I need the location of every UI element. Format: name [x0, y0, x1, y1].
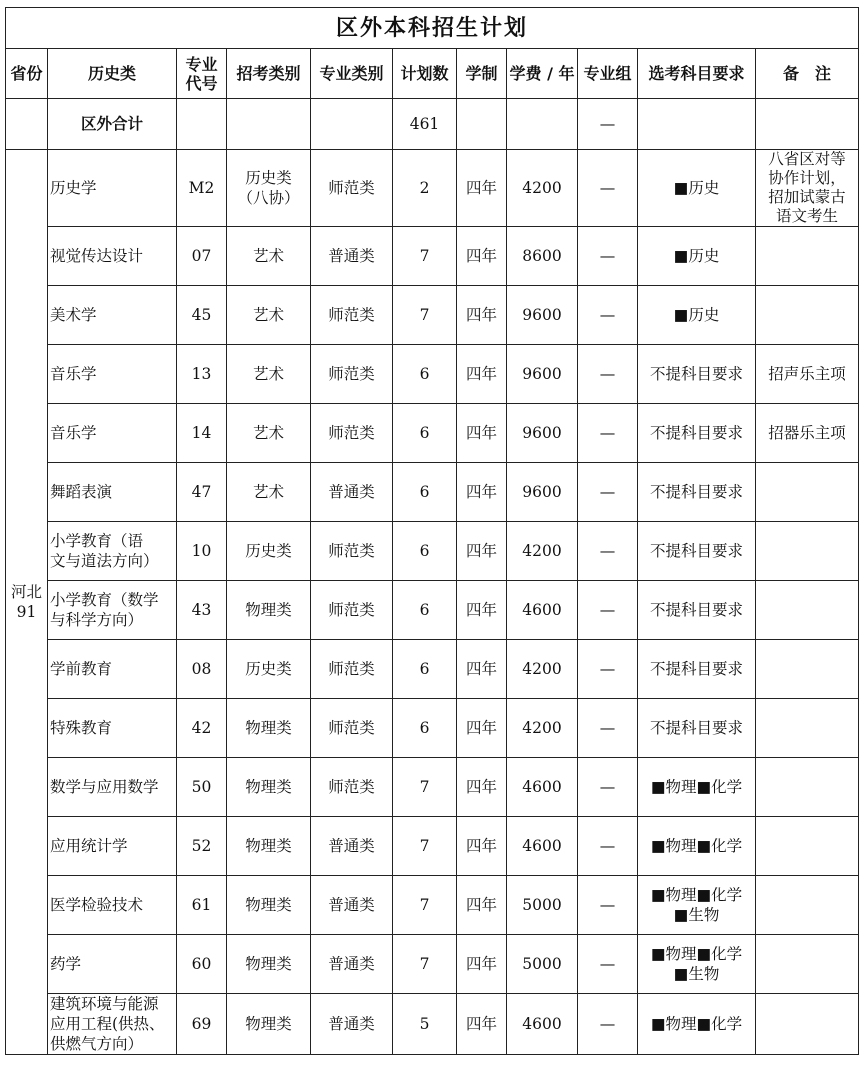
total-empty-tuition — [507, 99, 578, 150]
exam-type: 物理类 — [227, 581, 311, 640]
plan-count: 7 — [393, 817, 457, 876]
exam-type: 物理类 — [227, 699, 311, 758]
plan-count: 5 — [393, 994, 457, 1055]
major-group: — — [578, 994, 638, 1055]
duration: 四年 — [457, 994, 507, 1055]
major-type: 师范类 — [311, 150, 393, 227]
table-row — [6, 227, 859, 286]
total-empty-exam — [227, 99, 311, 150]
subject-requirement: 不提科目要求 — [638, 640, 756, 699]
major-type: 师范类 — [311, 522, 393, 581]
major-name: 美术学 — [48, 286, 177, 345]
province-name: 河北 — [10, 583, 42, 601]
total-empty-code — [177, 99, 227, 150]
table-row — [6, 935, 859, 994]
plan-count: 7 — [393, 758, 457, 817]
major-name: 历史学 — [48, 150, 177, 227]
tuition: 4200 — [507, 699, 578, 758]
major-group: — — [578, 286, 638, 345]
tuition: 4600 — [507, 994, 578, 1055]
major-group: — — [578, 581, 638, 640]
major-name: 建筑环境与能源 应用工程(供热、 供燃气方向） — [48, 994, 177, 1055]
duration: 四年 — [457, 581, 507, 640]
major-type: 师范类 — [311, 640, 393, 699]
plan-count: 7 — [393, 935, 457, 994]
major-type: 普通类 — [311, 876, 393, 935]
subject-requirement: ■物理■化学 — [638, 817, 756, 876]
plan-count: 2 — [393, 150, 457, 227]
tuition: 4600 — [507, 817, 578, 876]
plan-count: 6 — [393, 522, 457, 581]
major-group: — — [578, 758, 638, 817]
note: 招器乐主项 — [756, 404, 859, 463]
major-type: 普通类 — [311, 817, 393, 876]
province-count: 91 — [16, 603, 37, 621]
major-name: 小学教育（数学 与科学方向） — [48, 581, 177, 640]
duration: 四年 — [457, 404, 507, 463]
major-code: 13 — [177, 345, 227, 404]
major-group: — — [578, 876, 638, 935]
major-type: 师范类 — [311, 699, 393, 758]
tuition: 9600 — [507, 404, 578, 463]
table-row — [6, 286, 859, 345]
admission-plan-table-container — [5, 7, 859, 1055]
plan-count: 7 — [393, 876, 457, 935]
table-row — [6, 463, 859, 522]
duration: 四年 — [457, 286, 507, 345]
major-name: 特殊教育 — [48, 699, 177, 758]
exam-type: 艺术 — [227, 345, 311, 404]
total-plan: 461 — [393, 99, 457, 150]
subject-requirement: 不提科目要求 — [638, 581, 756, 640]
major-type: 普通类 — [311, 935, 393, 994]
admission-plan-table — [5, 7, 859, 1055]
subject-requirement: ■物理■化学 ■生物 — [638, 876, 756, 935]
major-group: — — [578, 150, 638, 227]
table-row — [6, 404, 859, 463]
major-code: 45 — [177, 286, 227, 345]
subject-requirement: ■历史 — [638, 150, 756, 227]
exam-type: 艺术 — [227, 286, 311, 345]
note — [756, 994, 859, 1055]
tuition: 4200 — [507, 150, 578, 227]
duration: 四年 — [457, 345, 507, 404]
duration: 四年 — [457, 227, 507, 286]
note — [756, 640, 859, 699]
major-name: 数学与应用数学 — [48, 758, 177, 817]
major-type: 师范类 — [311, 758, 393, 817]
major-code: 42 — [177, 699, 227, 758]
note: 招声乐主项 — [756, 345, 859, 404]
header-code-line1: 专业 — [185, 54, 218, 74]
header-notes: 备 注 — [756, 49, 859, 99]
major-type: 师范类 — [311, 404, 393, 463]
major-type: 普通类 — [311, 463, 393, 522]
total-empty-notes — [756, 99, 859, 150]
header-major-type: 专业类别 — [311, 49, 393, 99]
major-type: 师范类 — [311, 345, 393, 404]
major-name: 音乐学 — [48, 404, 177, 463]
major-group: — — [578, 345, 638, 404]
tuition: 8600 — [507, 227, 578, 286]
total-empty-type — [311, 99, 393, 150]
exam-type: 艺术 — [227, 227, 311, 286]
plan-count: 6 — [393, 463, 457, 522]
major-name: 应用统计学 — [48, 817, 177, 876]
header-category: 历史类 — [48, 49, 177, 99]
major-code: 69 — [177, 994, 227, 1055]
tuition: 4600 — [507, 758, 578, 817]
note — [756, 286, 859, 345]
note — [756, 581, 859, 640]
major-code: 52 — [177, 817, 227, 876]
duration: 四年 — [457, 758, 507, 817]
major-group: — — [578, 404, 638, 463]
table-row — [6, 522, 859, 581]
duration: 四年 — [457, 876, 507, 935]
plan-count: 6 — [393, 640, 457, 699]
tuition: 4200 — [507, 522, 578, 581]
major-code: 07 — [177, 227, 227, 286]
duration: 四年 — [457, 522, 507, 581]
subject-requirement: 不提科目要求 — [638, 522, 756, 581]
major-code: 61 — [177, 876, 227, 935]
major-group: — — [578, 463, 638, 522]
duration: 四年 — [457, 640, 507, 699]
table-row — [6, 640, 859, 699]
major-name: 医学检验技术 — [48, 876, 177, 935]
header-province: 省份 — [6, 49, 48, 99]
major-name: 舞蹈表演 — [48, 463, 177, 522]
major-type: 师范类 — [311, 581, 393, 640]
header-code-line2: 代号 — [185, 73, 218, 93]
major-code: 08 — [177, 640, 227, 699]
major-type: 普通类 — [311, 994, 393, 1055]
subject-requirement: ■历史 — [638, 286, 756, 345]
header-group: 专业组 — [578, 49, 638, 99]
tuition: 5000 — [507, 876, 578, 935]
table-title: 区外本科招生计划 — [6, 8, 859, 49]
exam-type: 物理类 — [227, 817, 311, 876]
exam-type: 艺术 — [227, 404, 311, 463]
major-group: — — [578, 640, 638, 699]
header-subjects: 选考科目要求 — [638, 49, 756, 99]
tuition: 9600 — [507, 345, 578, 404]
subject-requirement: 不提科目要求 — [638, 463, 756, 522]
exam-type: 物理类 — [227, 935, 311, 994]
major-group: — — [578, 699, 638, 758]
plan-count: 6 — [393, 345, 457, 404]
note — [756, 817, 859, 876]
header-tuition: 学费 / 年 — [507, 49, 578, 99]
exam-type: 艺术 — [227, 463, 311, 522]
major-group: — — [578, 522, 638, 581]
note: 八省区对等 协作计划， 招加试蒙古 语文考生 — [756, 150, 859, 227]
plan-count: 6 — [393, 699, 457, 758]
exam-type: 历史类 — [227, 522, 311, 581]
subject-requirement: 不提科目要求 — [638, 345, 756, 404]
table-row — [6, 817, 859, 876]
province-cell — [6, 150, 48, 1055]
major-code: 10 — [177, 522, 227, 581]
duration: 四年 — [457, 935, 507, 994]
note — [756, 522, 859, 581]
note — [756, 227, 859, 286]
major-type: 师范类 — [311, 286, 393, 345]
tuition: 9600 — [507, 463, 578, 522]
major-code: 43 — [177, 581, 227, 640]
header-code — [177, 49, 227, 99]
subject-requirement: ■物理■化学 — [638, 758, 756, 817]
major-name: 药学 — [48, 935, 177, 994]
note — [756, 463, 859, 522]
header-exam-type: 招考类别 — [227, 49, 311, 99]
total-empty-province — [6, 99, 48, 150]
major-group: — — [578, 817, 638, 876]
major-name: 音乐学 — [48, 345, 177, 404]
tuition: 9600 — [507, 286, 578, 345]
header-row — [6, 49, 859, 99]
exam-type: 物理类 — [227, 876, 311, 935]
major-group: — — [578, 227, 638, 286]
exam-type: 历史类 （八协） — [227, 150, 311, 227]
duration: 四年 — [457, 817, 507, 876]
plan-count: 6 — [393, 404, 457, 463]
exam-type: 历史类 — [227, 640, 311, 699]
duration: 四年 — [457, 150, 507, 227]
tuition: 4600 — [507, 581, 578, 640]
plan-count: 7 — [393, 286, 457, 345]
major-group: — — [578, 935, 638, 994]
plan-count: 6 — [393, 581, 457, 640]
note — [756, 876, 859, 935]
table-row — [6, 699, 859, 758]
major-name: 学前教育 — [48, 640, 177, 699]
major-type: 普通类 — [311, 227, 393, 286]
subject-requirement: ■物理■化学 — [638, 994, 756, 1055]
duration: 四年 — [457, 699, 507, 758]
table-row — [6, 581, 859, 640]
exam-type: 物理类 — [227, 758, 311, 817]
major-code: 47 — [177, 463, 227, 522]
total-empty-subjects — [638, 99, 756, 150]
total-group: — — [578, 99, 638, 150]
subject-requirement: ■物理■化学 ■生物 — [638, 935, 756, 994]
table-row — [6, 994, 859, 1055]
tuition: 4200 — [507, 640, 578, 699]
table-row — [6, 345, 859, 404]
tuition: 5000 — [507, 935, 578, 994]
header-duration: 学制 — [457, 49, 507, 99]
exam-type: 物理类 — [227, 994, 311, 1055]
total-label: 区外合计 — [48, 99, 177, 150]
table-row — [6, 876, 859, 935]
duration: 四年 — [457, 463, 507, 522]
note — [756, 758, 859, 817]
subject-requirement: 不提科目要求 — [638, 699, 756, 758]
major-code: 60 — [177, 935, 227, 994]
subject-requirement: 不提科目要求 — [638, 404, 756, 463]
major-code: 14 — [177, 404, 227, 463]
major-code: 50 — [177, 758, 227, 817]
subject-requirement: ■历史 — [638, 227, 756, 286]
major-name: 视觉传达设计 — [48, 227, 177, 286]
total-row — [6, 99, 859, 150]
table-row — [6, 150, 859, 227]
note — [756, 935, 859, 994]
major-name: 小学教育（语 文与道法方向） — [48, 522, 177, 581]
major-code: M2 — [177, 150, 227, 227]
header-plan: 计划数 — [393, 49, 457, 99]
note — [756, 699, 859, 758]
plan-count: 7 — [393, 227, 457, 286]
total-empty-duration — [457, 99, 507, 150]
table-row — [6, 758, 859, 817]
